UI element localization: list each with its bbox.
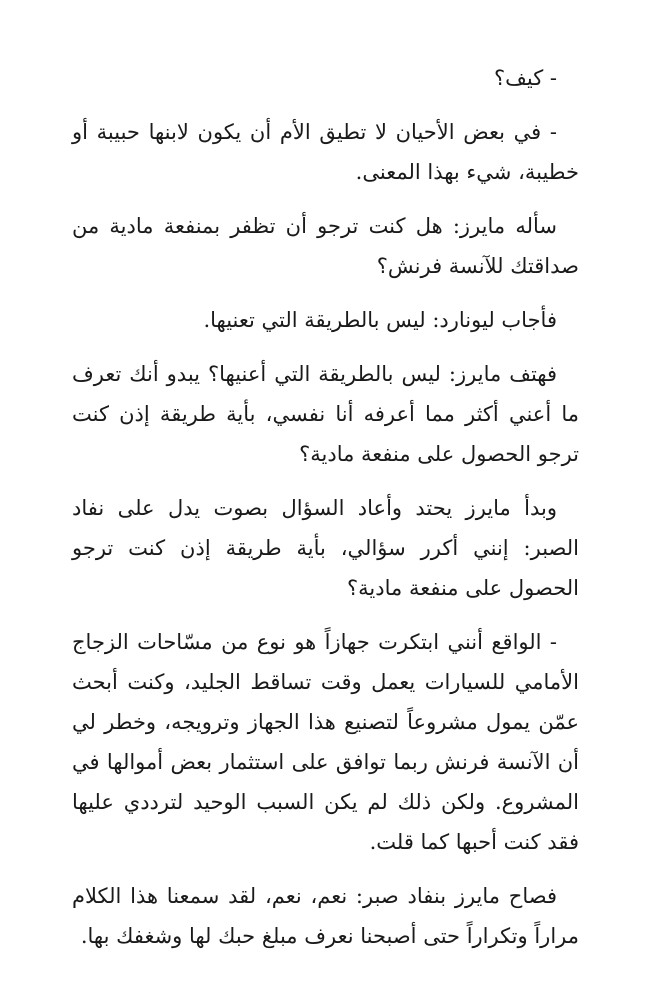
paragraph-myers-question: سأله مايرز: هل كنت ترجو أن تظفر بمنفعة مادية من صداقتك للآنسة فرنش؟ <box>72 214 579 278</box>
paragraph-leonard-answer: فأجاب ليونارد: ليس بالطريقة التي تعنيها. <box>203 308 557 332</box>
paragraph-myers-repeat: وبدأ مايرز يحتد وأعاد السؤال بصوت يدل على نفاد الصبر: إنني أكرر سؤالي، بأية طريقة إذن كنت ترجو الحصول على منفعة مادية؟ <box>72 496 579 600</box>
paragraph-invention: - الواقع أنني ابتكرت جهازاً هو نوع من مسّاحات الزجاج الأمامي للسيارات يعمل وقت تساقط الجليد، وكنت أبحث عمّن يمول مشروعاً لتصنيع هذا الجهاز وترويجه، وخطر لي أن الآنسة فرنش ربما توافق على استثمار بعض أموالها في المشروع. ولكن ذلك لم يكن السبب الوحيد لترددي عليها فقد كنت أحبها كما قلت. <box>72 630 579 854</box>
paragraph-how: - كيف؟ <box>494 66 557 90</box>
paragraph-myers-exclaim: فهتف مايرز: ليس بالطريقة التي أعنيها؟ يبدو أنك تعرف ما أعني أكثر مما أعرفه أنا نفسي، بأية طريقة إذن كنت ترجو الحصول على منفعة مادية؟ <box>72 362 579 466</box>
book-page <box>72 58 579 970</box>
paragraph-myers-impatient: فصاح مايرز بنفاد صبر: نعم، نعم، لقد سمعنا هذا الكلام مراراً وتكراراً حتى أصبحنا نعرف مبلغ حبك لها وشغفك بها. <box>72 884 579 948</box>
paragraph-mother: - في بعض الأحيان لا تطيق الأم أن يكون لابنها حبيبة أو خطيبة، شيء بهذا المعنى. <box>72 120 579 184</box>
